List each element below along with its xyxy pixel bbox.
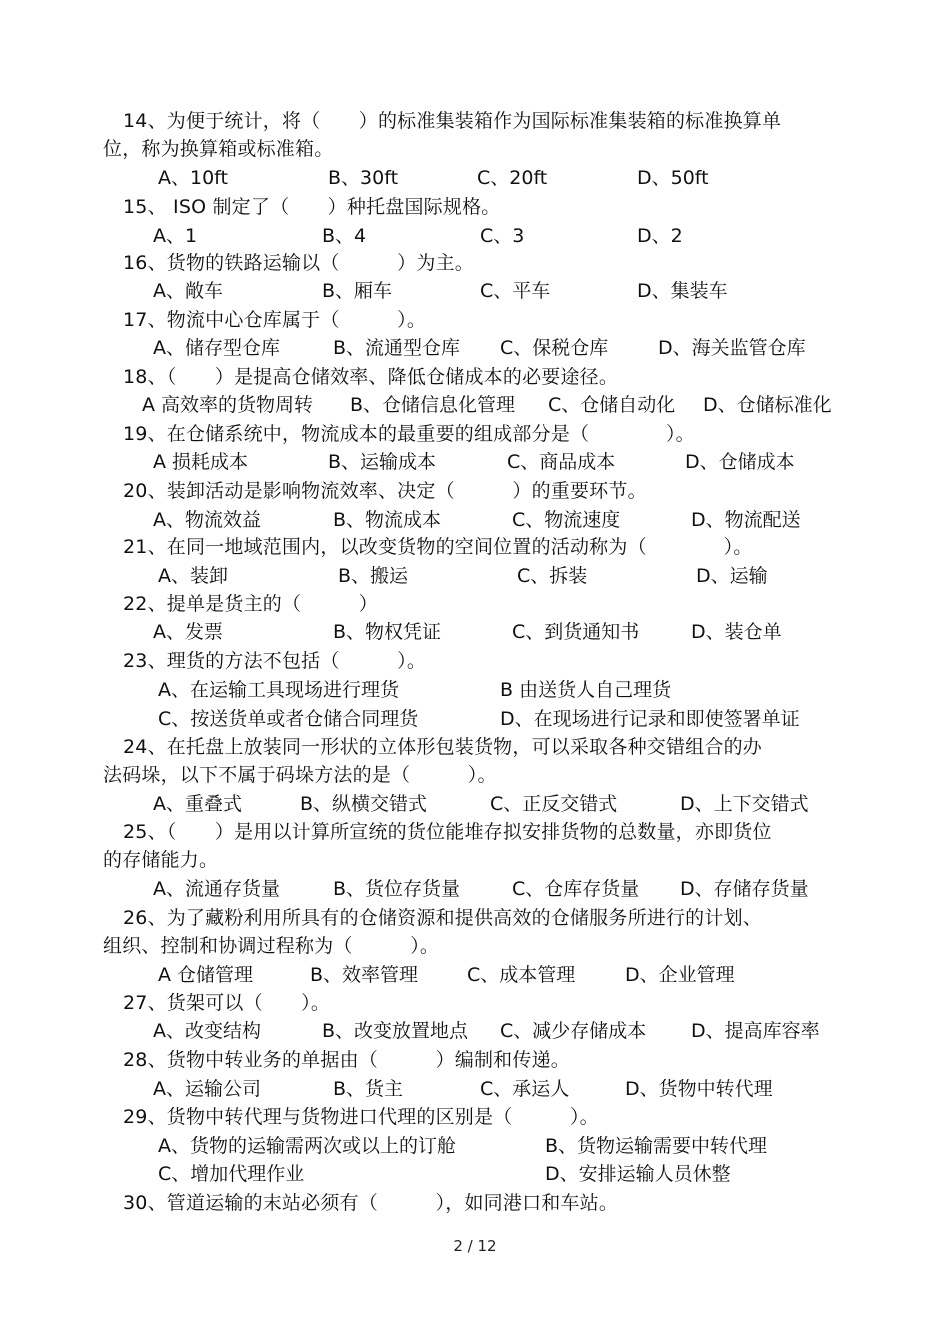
question-18-stem: 18、（ ）是提高仓储效率、降低仓储成本的必要途径。 [123,366,619,388]
question-18-option-b: B、仓储信息化管理 [350,394,516,416]
question-25-stem-line-2: 的存储能力。 [103,849,219,871]
question-24-stem-line-2: 法码垛，以下不属于码垛方法的是（ ）。 [103,764,497,786]
question-25-option-d: D、存储存货量 [680,878,809,900]
question-27-option-b: B、改变放置地点 [322,1020,469,1042]
question-17-option-a: A、储存型仓库 [153,337,280,359]
question-26-option-c: C、成本管理 [467,964,576,986]
question-26-stem-line-2: 组织、控制和协调过程称为（ ）。 [103,935,440,957]
page-number: 2 / 12 [453,1237,497,1255]
question-29-option-a: A、货物的运输需两次或以上的订舱 [158,1135,456,1157]
question-17-option-b: B、流通型仓库 [333,337,461,359]
question-23-option-c: C、按送货单或者仓储合同理货 [158,708,419,730]
question-17-option-d: D、海关监管仓库 [658,337,806,359]
question-25-stem-line-1: 25、（ ）是用以计算所宣统的货位能堆存拟安排货物的总数量，亦即货位 [123,821,772,843]
question-23-option-d: D、在现场进行记录和即使签署单证 [500,708,800,730]
question-26-option-b: B、效率管理 [310,964,419,986]
question-29-option-c: C、增加代理作业 [158,1163,305,1185]
question-25-option-c: C、仓库存货量 [512,878,640,900]
question-20-option-c: C、物流速度 [512,509,621,531]
question-27-option-c: C、减少存储成本 [500,1020,647,1042]
question-24-option-d: D、上下交错式 [680,793,809,815]
question-19-option-a: A 损耗成本 [153,451,249,473]
question-30-stem: 30、管道运输的末站必须有（ ），如同港口和车站。 [123,1192,619,1214]
question-21-stem: 21、在同一地域范围内，以改变货物的空间位置的活动称为（ ）。 [123,536,753,558]
question-17-stem: 17、物流中心仓库属于（ ）。 [123,309,427,331]
question-19-option-c: C、商品成本 [507,451,616,473]
question-16-option-a: A、敞车 [153,280,223,302]
question-14-option-c: C、20ft [477,167,548,189]
question-27-option-a: A、改变结构 [153,1020,261,1042]
question-20-option-d: D、物流配送 [691,509,801,531]
question-16-option-d: D、集装车 [637,280,728,302]
question-23-stem: 23、理货的方法不包括（ ）。 [123,650,427,672]
question-24-stem-line-1: 24、在托盘上放装同一形状的立体形包装货物，可以采取各种交错组合的办 [123,736,762,758]
question-14-option-d: D、50ft [637,167,709,189]
question-26-stem-line-1: 26、为了藏粉利用所具有的仓储资源和提供高效的仓储服务所进行的计划、 [123,907,762,929]
question-15-option-b: B、4 [322,225,367,247]
question-19-stem: 19、在仓储系统中，物流成本的最重要的组成部分是（ ）。 [123,423,695,445]
question-26-option-d: D、企业管理 [625,964,735,986]
question-21-option-c: C、拆装 [517,565,588,587]
question-25-option-b: B、货位存货量 [333,878,461,900]
question-20-option-b: B、物流成本 [333,509,442,531]
question-14-option-b: B、30ft [328,167,399,189]
question-22-stem: 22、提单是货主的（ ） [123,593,378,615]
question-24-option-b: B、纵横交错式 [300,793,428,815]
question-15-stem: 15、 ISO 制定了（ ）种托盘国际规格。 [123,196,501,218]
question-28-option-a: A、运输公司 [153,1078,261,1100]
question-15-option-c: C、3 [480,225,525,247]
question-16-stem: 16、货物的铁路运输以（ ）为主。 [123,252,474,274]
question-27-stem: 27、货架可以（ ）。 [123,992,331,1014]
question-19-option-b: B、运输成本 [328,451,437,473]
question-28-option-d: D、货物中转代理 [625,1078,773,1100]
question-24-option-a: A、重叠式 [153,793,242,815]
question-16-option-b: B、厢车 [322,280,393,302]
question-24-option-c: C、正反交错式 [490,793,618,815]
question-18-option-a: A 高效率的货物周转 [142,394,314,416]
question-29-stem: 29、货物中转代理与货物进口代理的区别是（ ）。 [123,1106,599,1128]
question-20-stem: 20、装卸活动是影响物流效率、决定（ ）的重要环节。 [123,480,647,502]
question-14-stem-line-1: 14、为便于统计，将（ ）的标准集装箱作为国际标准集装箱的标准换算单 [123,110,782,132]
question-18-option-d: D、仓储标准化 [703,394,832,416]
question-16-option-c: C、平车 [480,280,551,302]
question-25-option-a: A、流通存货量 [153,878,280,900]
question-22-option-c: C、到货通知书 [512,621,640,643]
question-14-option-a: A、10ft [158,167,228,189]
question-20-option-a: A、物流效益 [153,509,261,531]
question-21-option-b: B、搬运 [338,565,409,587]
question-21-option-a: A、装卸 [158,565,228,587]
question-28-option-b: B、货主 [333,1078,404,1100]
question-28-option-c: C、承运人 [480,1078,570,1100]
question-23-option-a: A、在运输工具现场进行理货 [158,679,399,701]
question-21-option-d: D、运输 [696,565,768,587]
question-15-option-d: D、2 [637,225,683,247]
question-22-option-a: A、发票 [153,621,223,643]
question-29-option-d: D、安排运输人员休整 [545,1163,731,1185]
question-26-option-a: A 仓储管理 [158,964,254,986]
question-22-option-d: D、装仓单 [691,621,782,643]
question-17-option-c: C、保税仓库 [500,337,609,359]
question-22-option-b: B、物权凭证 [333,621,442,643]
question-23-option-b: B 由送货人自己理货 [500,679,672,701]
question-27-option-d: D、提高库容率 [691,1020,820,1042]
question-28-stem: 28、货物中转业务的单据由（ ）编制和传递。 [123,1049,570,1071]
question-19-option-d: D、仓储成本 [685,451,795,473]
question-29-option-b: B、货物运输需要中转代理 [545,1135,768,1157]
question-14-stem-line-2: 位，称为换算箱或标准箱。 [103,138,334,160]
question-18-option-c: C、仓储自动化 [548,394,676,416]
question-15-option-a: A、1 [153,225,198,247]
